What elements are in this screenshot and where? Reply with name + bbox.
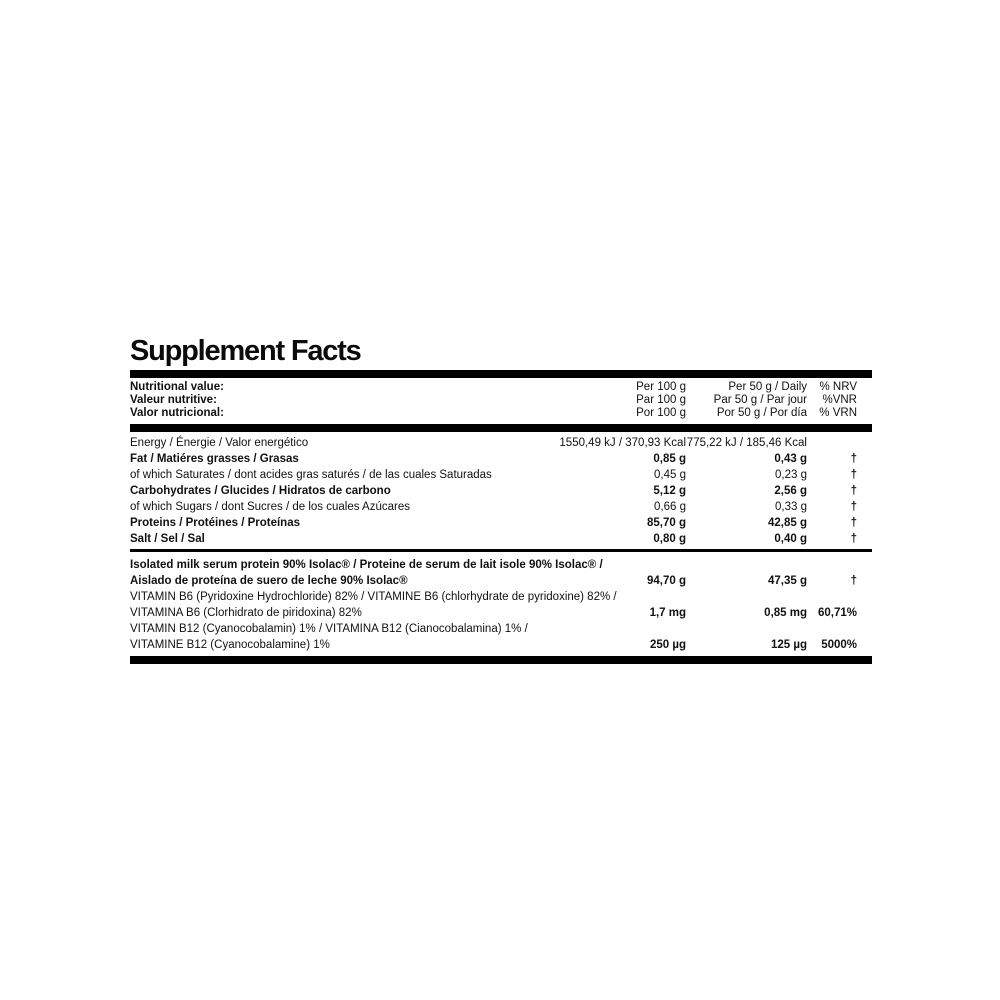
ingredient-label-line2: VITAMINE B12 (Cyanocobalamine) 1%: [130, 639, 330, 651]
ingredient-label-line1: VITAMIN B6 (Pyridoxine Hydrochloride) 82% / VITAMINE B6 (chlorhydrate de pyridoxine) 82% /: [130, 591, 617, 603]
value-per-50g: 0,85 mg: [764, 607, 807, 619]
divider-thick-top: [130, 370, 872, 378]
ingredient-row-vitamin-b6: [130, 589, 872, 621]
nutrient-row-saturates: [130, 467, 872, 483]
nrv-value: †: [850, 469, 857, 481]
value-per-100g: 0,45 g: [654, 469, 686, 481]
nrv-value: †: [850, 485, 857, 497]
nrv-value: †: [850, 575, 857, 587]
value-per-50g: 0,33 g: [775, 501, 807, 513]
header-label: Nutritional value:: [130, 381, 224, 393]
divider-thick-bottom: [130, 656, 872, 664]
value-per-50g: 42,85 g: [768, 517, 807, 529]
value-per-100g: 1,7 mg: [649, 607, 686, 619]
nutrient-label: Carbohydrates / Glucides / Hidratos de carbono: [130, 485, 391, 497]
nutrient-row-sugars: [130, 499, 872, 515]
header-label: Valor nutricional:: [130, 407, 224, 419]
value-per-100g: 5,12 g: [653, 485, 686, 497]
ingredient-label-line1: Isolated milk serum protein 90% Isolac® / Proteine de serum de lait isole 90% Isolac® /: [130, 559, 603, 571]
nutrient-row-proteins: [130, 515, 872, 531]
table-header: [130, 378, 872, 424]
value-per-100g: 94,70 g: [647, 575, 686, 587]
header-nrv: %VNR: [822, 394, 857, 406]
nutrient-label: Fat / Matiéres grasses / Grasas: [130, 453, 299, 465]
value-per-50g: 0,43 g: [774, 453, 807, 465]
header-per-100g: Par 100 g: [636, 394, 686, 406]
ingredient-value-line: [130, 637, 872, 653]
ingredient-row-vitamin-b12: [130, 621, 872, 653]
nrv-value: 5000%: [821, 639, 857, 651]
value-per-100g: 85,70 g: [647, 517, 686, 529]
nrv-value: †: [850, 501, 857, 513]
nutrient-row-carbohydrates: [130, 483, 872, 499]
ingredient-label-line2: VITAMINA B6 (Clorhidrato de piridoxina) 82%: [130, 607, 362, 619]
header-row: [130, 407, 872, 420]
ingredient-row-isolac-protein: [130, 557, 872, 589]
header-nrv: % NRV: [819, 381, 857, 393]
value-per-50g: 775,22 kJ / 185,46 Kcal: [686, 437, 807, 449]
nutrient-label: Proteins / Protéines / Proteínas: [130, 517, 300, 529]
header-per-50g: Per 50 g / Daily: [728, 381, 807, 393]
header-label: Valeur nutritive:: [130, 394, 217, 406]
nrv-value: †: [850, 533, 857, 545]
ingredients-table: [130, 552, 872, 656]
value-per-100g: 0,85 g: [653, 453, 686, 465]
nutrient-row-salt: [130, 531, 872, 547]
header-row: [130, 381, 872, 394]
value-per-100g: 1550,49 kJ / 370,93 Kcal: [559, 437, 686, 449]
nutrient-row-fat: [130, 451, 872, 467]
ingredient-label-line1: VITAMIN B12 (Cyanocobalamin) 1% / VITAMINA B12 (Cianocobalamina) 1% /: [130, 623, 528, 635]
header-row: [130, 394, 872, 407]
nutrient-label: of which Sugars / dont Sucres / de los cuales Azúcares: [130, 501, 410, 513]
nrv-value: †: [850, 517, 857, 529]
value-per-50g: 47,35 g: [768, 575, 807, 587]
nutrient-row-energy: [130, 435, 872, 451]
value-per-100g: 0,80 g: [653, 533, 686, 545]
value-per-50g: 0,23 g: [775, 469, 807, 481]
nutrient-label: Salt / Sel / Sal: [130, 533, 205, 545]
value-per-100g: 250 µg: [649, 639, 686, 651]
divider-thick-mid: [130, 424, 872, 432]
value-per-50g: 2,56 g: [774, 485, 807, 497]
supplement-facts-label: [130, 336, 872, 664]
header-per-100g: Per 100 g: [636, 381, 686, 393]
ingredient-label-line2: Aislado de proteína de suero de leche 90% Isolac®: [130, 575, 408, 587]
ingredient-value-line: [130, 605, 872, 621]
ingredient-value-line: [130, 573, 872, 589]
value-per-50g: 0,40 g: [774, 533, 807, 545]
nutrient-label: of which Saturates / dont acides gras saturés / de las cuales Saturadas: [130, 469, 492, 481]
nutrient-label: Energy / Énergie / Valor energético: [130, 437, 309, 449]
nrv-value: 60,71%: [817, 607, 857, 619]
value-per-50g: 125 µg: [770, 639, 807, 651]
nutrients-table: [130, 432, 872, 549]
header-per-50g: Por 50 g / Por día: [716, 407, 807, 419]
header-nrv: % VRN: [819, 407, 857, 419]
nrv-value: †: [850, 453, 857, 465]
header-per-50g: Par 50 g / Par jour: [713, 394, 807, 406]
value-per-100g: 0,66 g: [654, 501, 686, 513]
label-title: Supplement Facts: [130, 335, 361, 367]
header-per-100g: Por 100 g: [636, 407, 686, 419]
